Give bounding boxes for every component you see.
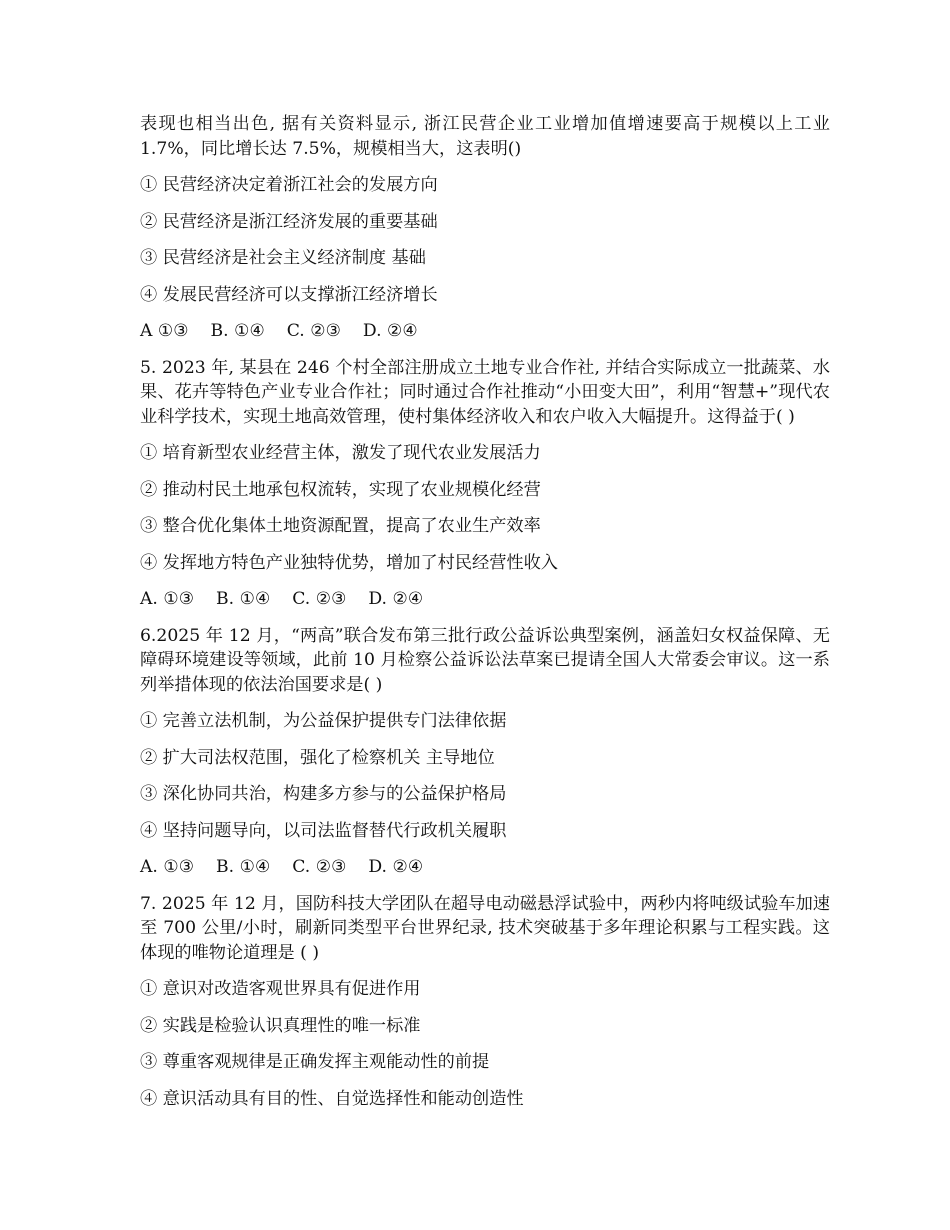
question-7-option-3: ③ 尊重客观规律是正确发挥主观能动性的前提 [140,1052,490,1072]
question-7 [140,892,830,1112]
document-page [140,112,830,1111]
question-5-option-3: ③ 整合优化集体土地资源配置，提高了农业生产效率 [140,516,541,536]
question-7-option-4: ④ 意识活动具有目的性、自觉选择性和能动创造性 [140,1088,524,1109]
question-4-option-1: ① 民营经济决定着浙江社会的发展方向 [140,175,438,195]
question-6-option-2: ② 扩大司法权范围，强化了检察机关 主导地位 [140,747,495,768]
question-5-answer-choices: A. ①③ B. ①④ C. ②③ D. ②④ [140,589,424,609]
question-6-answer-choices: A. ①③ B. ①④ C. ②③ D. ②④ [140,857,424,877]
question-4-stem: 表现也相当出色, 据有关资料显示, 浙江民营企业工业增加值增速要高于规模以上工业 1.7%，同比增长达 7.5%，规模相当大，这表明() [140,114,830,159]
question-6-stem: 6.2025 年 12 月，“两高”联合发布第三批行政公益诉讼典型案例，涵盖妇女权益保障、无障碍环境建设等领域，此前 10 月检察公益诉讼法草案已提请全国人大常委会审议。这一系列举措体现的依法治国要求是( ) [140,625,830,695]
question-5-option-4: ④ 发挥地方特色产业独特优势，增加了村民经营性收入 [140,552,558,573]
question-7-option-2: ② 实践是检验认识真理性的唯一标准 [140,1015,421,1036]
question-4-option-3: ③ 民营经济是社会主义经济制度 基础 [140,248,426,268]
question-6-option-4: ④ 坚持问题导向，以司法监督替代行政机关履职 [140,820,507,841]
question-7-stem: 7. 2025 年 12 月，国防科技大学团队在超导电动磁悬浮试验中，两秒内将吨级试验车加速至 700 公里/小时，刷新同类型平台世界纪录, 技术突破基于多年理论积累与工程实践。这体现的唯物论道理是 ( ) [140,893,830,963]
question-5-stem: 5. 2023 年, 某县在 246 个村全部注册成立土地专业合作社, 并结合实际成立一批蔬菜、水果、花卉等特色产业专业合作社；同时通过合作社推动“小田变大田”，利用“智慧+”现代农业科学技术，实现土地高效管理，使村集体经济收入和农户收入大幅提升。这得益于( ) [140,357,830,427]
question-5-option-1: ① 培育新型农业经营主体，激发了现代农业发展活力 [140,443,541,463]
question-6 [140,624,830,880]
question-6-option-3: ③ 深化协同共治，构建多方参与的公益保护格局 [140,784,507,804]
question-4-answer-choices: A ①③ B. ①④ C. ②③ D. ②④ [140,321,418,341]
question-4-option-4: ④ 发展民营经济可以支撑浙江经济增长 [140,284,438,305]
question-6-option-1: ① 完善立法机制，为公益保护提供专门法律依据 [140,711,507,731]
question-4 [140,112,830,344]
question-4-option-2: ② 民营经济是浙江经济发展的重要基础 [140,211,438,232]
question-5-option-2: ② 推动村民土地承包权流转，实现了农业规模化经营 [140,479,541,500]
question-7-option-1: ① 意识对改造客观世界具有促进作用 [140,979,421,999]
question-5 [140,356,830,612]
